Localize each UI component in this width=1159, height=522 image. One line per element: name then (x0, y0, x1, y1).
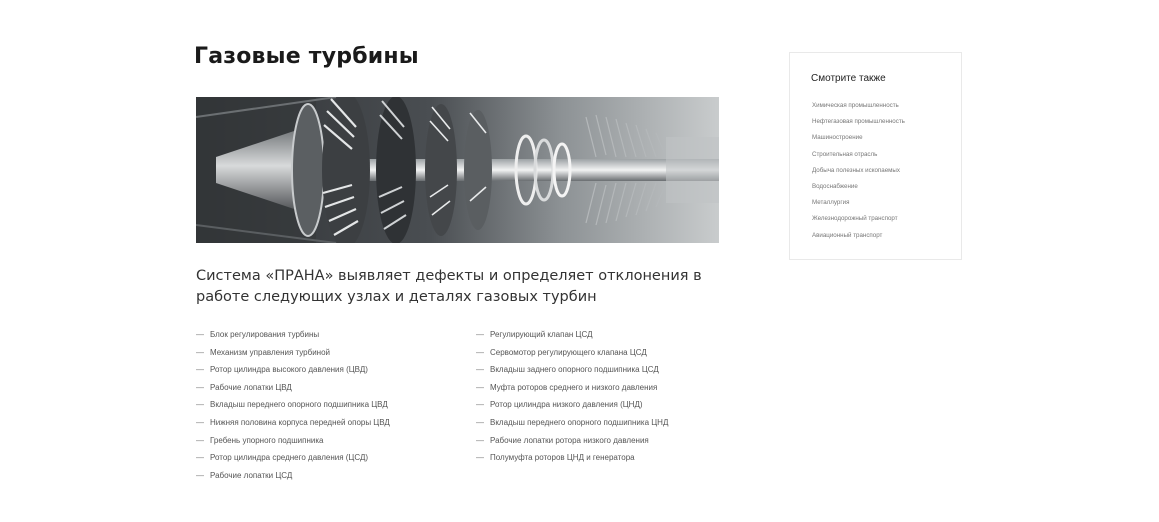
see-also-links (812, 98, 905, 244)
list-item (476, 326, 668, 344)
list-item-text: Механизм управления турбиной (210, 347, 331, 357)
list-item (476, 361, 668, 379)
list-item (196, 449, 390, 467)
list-dash: — (476, 417, 484, 427)
list-item-text: Вкладыш переднего опорного подшипника ЦВД (210, 400, 388, 410)
list-dash: — (476, 330, 484, 339)
list-dash: — (196, 435, 204, 445)
list-dash: — (476, 400, 484, 410)
see-also-link-aviation[interactable]: Авиационный транспорт (812, 231, 883, 239)
list-item (196, 379, 390, 397)
list-item (476, 432, 668, 450)
turbine-photo (196, 97, 719, 243)
see-also-sidebar (789, 52, 962, 260)
see-also-link-mining[interactable]: Добыча полезных ископаемых (812, 166, 900, 174)
list-item (196, 432, 390, 450)
see-also-link-railway[interactable]: Железнодорожный транспорт (812, 215, 898, 223)
list-item-text: Нижняя половина корпуса передней опоры ЦВД (210, 417, 390, 427)
see-also-link-machine-building[interactable]: Машиностроение (812, 134, 863, 142)
list-item (196, 396, 390, 414)
list-dash: — (196, 453, 204, 463)
list-dash: — (196, 330, 204, 339)
list-dash: — (476, 435, 484, 445)
list-dash: — (196, 417, 204, 427)
list-item-text: Вкладыш заднего опорного подшипника ЦСД (490, 365, 659, 375)
list-item-text: Полумуфта роторов ЦНД и генератора (490, 453, 635, 463)
intro-text: Система «ПРАНА» выявляет дефекты и определяет отклонения в работе следующих узлах и деталях газовых турбин (196, 268, 702, 305)
list-item-text: Сервомотор регулирующего клапана ЦСД (490, 347, 647, 357)
list-dash: — (476, 347, 484, 357)
list-item-text: Гребень упорного подшипника (210, 435, 324, 445)
list-item-text: Рабочие лопатки ЦСД (210, 470, 293, 480)
list-item-text: Рабочие лопатки ротора низкого давления (490, 435, 649, 445)
list-item (476, 414, 668, 432)
list-dash: — (196, 347, 204, 357)
list-item (476, 396, 668, 414)
list-dash: — (196, 382, 204, 392)
see-also-link-oil-gas[interactable]: Нефтегазовая промышленность (812, 118, 905, 126)
list-item-text: Муфта роторов среднего и низкого давления (490, 382, 658, 392)
list-item-text: Ротор цилиндра среднего давления (ЦСД) (210, 453, 369, 463)
see-also-link-metallurgy[interactable]: Металлургия (812, 199, 850, 207)
list-item-text: Рабочие лопатки ЦВД (210, 382, 292, 392)
see-also-heading: Смотрите также (811, 73, 886, 84)
see-also-link-chemical[interactable]: Химическая промышленность (812, 102, 899, 109)
list-dash: — (476, 365, 484, 375)
list-item (196, 414, 390, 432)
list-item (196, 344, 390, 362)
list-item-text: Вкладыш переднего опорного подшипника ЦНД (490, 417, 669, 427)
list-item-text: Блок регулирования турбины (210, 330, 320, 339)
see-also-link-construction[interactable]: Строительная отрасль (812, 150, 878, 158)
list-item-text: Ротор цилиндра высокого давления (ЦВД) (210, 365, 368, 375)
list-item (196, 467, 390, 485)
list-dash: — (196, 470, 204, 480)
list-item (476, 449, 668, 467)
list-dash: — (476, 382, 484, 392)
page-title: Газовые турбины (194, 44, 419, 69)
list-item (476, 379, 668, 397)
list-item-text: Ротор цилиндра низкого давления (ЦНД) (490, 400, 643, 410)
list-item (476, 344, 668, 362)
components-list-right (476, 326, 668, 467)
list-item-text: Регулирующий клапан ЦСД (490, 330, 593, 339)
list-dash: — (476, 453, 484, 463)
see-also-link-water-supply[interactable]: Водоснабжение (812, 183, 858, 191)
list-dash: — (196, 365, 204, 375)
list-item (196, 361, 390, 379)
list-item (196, 326, 390, 344)
list-dash: — (196, 400, 204, 410)
components-list-left (196, 326, 390, 484)
